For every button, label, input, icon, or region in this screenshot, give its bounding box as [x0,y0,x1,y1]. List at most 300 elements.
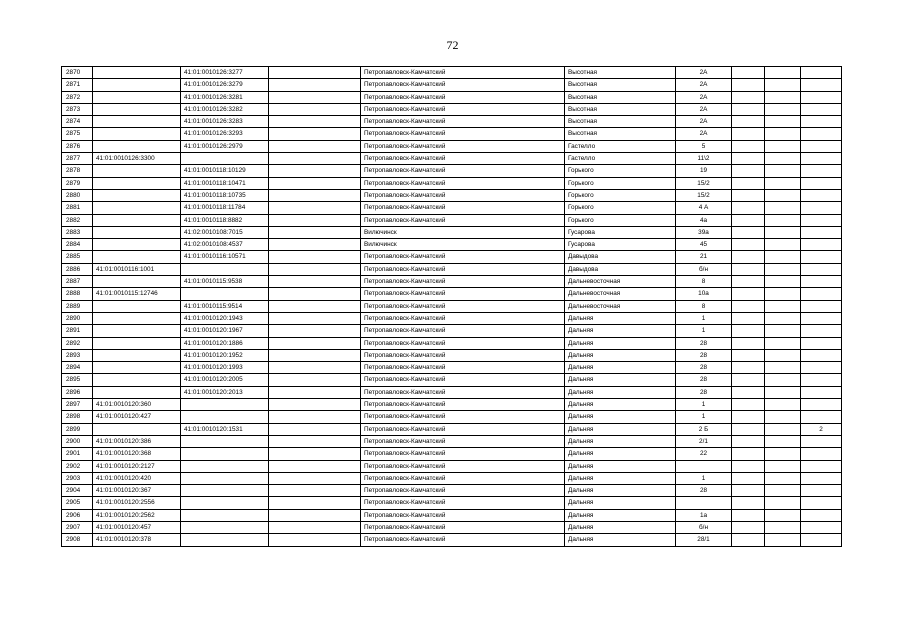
extra-cell-1 [732,276,765,288]
extra-cell-3 [801,399,842,411]
cadastral-number-2: 41:01:0010115:9538 [181,276,269,288]
extra-cell-3 [801,411,842,423]
extra-cell-2 [765,374,801,386]
extra-cell-2 [765,534,801,546]
extra-cell-3 [801,374,842,386]
empty-cell [269,485,361,497]
cadastral-number-2: 41:01:0010120:1967 [181,325,269,337]
empty-cell [269,153,361,165]
street-cell: Дальняя [565,460,676,472]
cadastral-number-1: 41:01:0010120:378 [93,534,181,546]
table-row [62,202,842,214]
empty-cell [269,435,361,447]
extra-cell-3 [801,521,842,533]
extra-cell-1 [732,448,765,460]
extra-cell-1 [732,435,765,447]
empty-cell [269,362,361,374]
settlement-cell: Петропавловск-Камчатский [361,435,565,447]
settlement-cell: Петропавловск-Камчатский [361,337,565,349]
house-number-cell: 22 [676,448,732,460]
extra-cell-1 [732,226,765,238]
settlement-cell: Петропавловск-Камчатский [361,67,565,79]
house-number-cell: 1 [676,312,732,324]
cadastral-number-2 [181,534,269,546]
empty-cell [269,140,361,152]
cadastral-number-2: 41:01:0010118:8882 [181,214,269,226]
extra-cell-3 [801,448,842,460]
row-number: 2900 [62,435,93,447]
house-number-cell: 39а [676,226,732,238]
table-row [62,251,842,263]
extra-cell-2 [765,276,801,288]
house-number-cell: 28 [676,485,732,497]
extra-cell-2 [765,521,801,533]
cadastral-number-1 [93,189,181,201]
cadastral-number-2: 41:01:0010126:2979 [181,140,269,152]
empty-cell [269,116,361,128]
settlement-cell: Петропавловск-Камчатский [361,386,565,398]
row-number: 2885 [62,251,93,263]
row-number: 2903 [62,472,93,484]
house-number-cell: 2А [676,128,732,140]
extra-cell-2 [765,448,801,460]
cadastral-number-2: 41:02:0010108:7015 [181,226,269,238]
street-cell: Дальняя [565,534,676,546]
table-row [62,399,842,411]
extra-cell-3 [801,214,842,226]
street-cell: Высотная [565,128,676,140]
table-row [62,435,842,447]
extra-cell-2 [765,165,801,177]
settlement-cell: Петропавловск-Камчатский [361,276,565,288]
table-row [62,116,842,128]
house-number-cell: 2 Б [676,423,732,435]
cadastral-number-2: 41:01:0010126:3283 [181,116,269,128]
cadastral-number-1: 41:01:0010120:368 [93,448,181,460]
empty-cell [269,103,361,115]
cadastral-number-2: 41:01:0010118:11784 [181,202,269,214]
row-number: 2876 [62,140,93,152]
extra-cell-3 [801,460,842,472]
cadastral-number-2 [181,153,269,165]
settlement-cell: Петропавловск-Камчатский [361,423,565,435]
extra-cell-3 [801,67,842,79]
table-row [62,337,842,349]
row-number: 2899 [62,423,93,435]
extra-cell-1 [732,411,765,423]
row-number: 2879 [62,177,93,189]
extra-cell-3 [801,116,842,128]
house-number-cell: 2А [676,79,732,91]
extra-cell-1 [732,521,765,533]
cadastral-number-2: 41:01:0010120:1886 [181,337,269,349]
extra-cell-1 [732,153,765,165]
row-number: 2882 [62,214,93,226]
house-number-cell: 8 [676,276,732,288]
house-number-cell [676,460,732,472]
cadastral-number-1 [93,140,181,152]
street-cell: Дальняя [565,411,676,423]
extra-cell-1 [732,497,765,509]
cadastral-number-2: 41:01:0010126:3279 [181,79,269,91]
extra-cell-2 [765,325,801,337]
empty-cell [269,128,361,140]
street-cell: Высотная [565,116,676,128]
settlement-cell: Петропавловск-Камчатский [361,460,565,472]
house-number-cell: 10а [676,288,732,300]
extra-cell-3 [801,79,842,91]
row-number: 2906 [62,509,93,521]
extra-cell-3 [801,509,842,521]
extra-cell-1 [732,165,765,177]
settlement-cell: Петропавловск-Камчатский [361,91,565,103]
address-table [61,66,842,547]
table-row [62,374,842,386]
cadastral-number-1 [93,276,181,288]
extra-cell-1 [732,202,765,214]
settlement-cell: Петропавловск-Камчатский [361,485,565,497]
row-number: 2884 [62,239,93,251]
extra-cell-1 [732,288,765,300]
cadastral-number-2 [181,497,269,509]
cadastral-number-1 [93,251,181,263]
extra-cell-1 [732,128,765,140]
empty-cell [269,276,361,288]
settlement-cell: Петропавловск-Камчатский [361,140,565,152]
street-cell: Дальневосточная [565,276,676,288]
extra-cell-2 [765,251,801,263]
street-cell: Гастелло [565,140,676,152]
street-cell: Дальняя [565,374,676,386]
table-row [62,177,842,189]
house-number-cell: 15/2 [676,189,732,201]
settlement-cell: Петропавловск-Камчатский [361,325,565,337]
extra-cell-2 [765,509,801,521]
empty-cell [269,509,361,521]
row-number: 2893 [62,349,93,361]
extra-cell-1 [732,116,765,128]
extra-cell-2 [765,435,801,447]
page-number: 72 [446,38,459,52]
extra-cell-2 [765,460,801,472]
house-number-cell: б/н [676,521,732,533]
row-number: 2896 [62,386,93,398]
table-row [62,472,842,484]
row-number: 2892 [62,337,93,349]
row-number: 2873 [62,103,93,115]
cadastral-number-2: 41:01:0010120:1952 [181,349,269,361]
cadastral-number-2: 41:01:0010118:10735 [181,189,269,201]
settlement-cell: Петропавловск-Камчатский [361,312,565,324]
street-cell: Дальняя [565,497,676,509]
cadastral-number-1 [93,423,181,435]
extra-cell-2 [765,153,801,165]
row-number: 2870 [62,67,93,79]
street-cell: Дальняя [565,349,676,361]
empty-cell [269,214,361,226]
empty-cell [269,521,361,533]
extra-cell-3 [801,239,842,251]
cadastral-number-1 [93,386,181,398]
empty-cell [269,263,361,275]
house-number-cell [676,497,732,509]
empty-cell [269,300,361,312]
cadastral-number-1 [93,374,181,386]
extra-cell-1 [732,214,765,226]
settlement-cell: Вилючинск [361,226,565,238]
row-number: 2891 [62,325,93,337]
settlement-cell: Петропавловск-Камчатский [361,116,565,128]
extra-cell-3 [801,189,842,201]
table-row [62,276,842,288]
extra-cell-3 [801,472,842,484]
extra-cell-2 [765,67,801,79]
extra-cell-1 [732,485,765,497]
street-cell: Гастелло [565,153,676,165]
cadastral-number-2: 41:01:0010120:1531 [181,423,269,435]
cadastral-number-2 [181,509,269,521]
table-row [62,153,842,165]
settlement-cell: Петропавловск-Камчатский [361,448,565,460]
cadastral-number-1 [93,226,181,238]
cadastral-number-2: 41:01:0010126:3293 [181,128,269,140]
settlement-cell: Петропавловск-Камчатский [361,300,565,312]
settlement-cell: Петропавловск-Камчатский [361,251,565,263]
extra-cell-3 [801,202,842,214]
cadastral-number-1 [93,128,181,140]
empty-cell [269,67,361,79]
cadastral-number-2: 41:01:0010120:1943 [181,312,269,324]
cadastral-number-1 [93,325,181,337]
cadastral-number-1: 41:01:0010120:386 [93,435,181,447]
cadastral-number-2 [181,521,269,533]
settlement-cell: Петропавловск-Камчатский [361,399,565,411]
extra-cell-1 [732,325,765,337]
table-row [62,103,842,115]
row-number: 2881 [62,202,93,214]
row-number: 2902 [62,460,93,472]
cadastral-number-1 [93,103,181,115]
empty-cell [269,79,361,91]
street-cell: Дальняя [565,399,676,411]
house-number-cell: 21 [676,251,732,263]
extra-cell-1 [732,423,765,435]
empty-cell [269,288,361,300]
table-row [62,460,842,472]
street-cell: Дальняя [565,362,676,374]
extra-cell-1 [732,263,765,275]
settlement-cell: Петропавловск-Камчатский [361,153,565,165]
empty-cell [269,411,361,423]
extra-cell-2 [765,79,801,91]
cadastral-number-2 [181,435,269,447]
empty-cell [269,312,361,324]
row-number: 2898 [62,411,93,423]
extra-cell-2 [765,386,801,398]
house-number-cell: 2А [676,91,732,103]
cadastral-number-2: 41:01:0010126:3282 [181,103,269,115]
house-number-cell: 2А [676,103,732,115]
extra-cell-1 [732,79,765,91]
extra-cell-3 [801,349,842,361]
extra-cell-2 [765,128,801,140]
extra-cell-3 [801,177,842,189]
empty-cell [269,337,361,349]
cadastral-number-2 [181,399,269,411]
row-number: 2895 [62,374,93,386]
house-number-cell: 1 [676,411,732,423]
street-cell: Давыдова [565,251,676,263]
empty-cell [269,165,361,177]
extra-cell-2 [765,91,801,103]
house-number-cell: 5 [676,140,732,152]
extra-cell-3 [801,325,842,337]
extra-cell-1 [732,362,765,374]
settlement-cell: Петропавловск-Камчатский [361,214,565,226]
extra-cell-2 [765,411,801,423]
street-cell: Горького [565,189,676,201]
house-number-cell: 1 [676,472,732,484]
settlement-cell: Петропавловск-Камчатский [361,472,565,484]
street-cell: Гусарова [565,239,676,251]
extra-cell-1 [732,300,765,312]
settlement-cell: Петропавловск-Камчатский [361,362,565,374]
table-row [62,411,842,423]
table-row [62,288,842,300]
extra-cell-3 [801,251,842,263]
row-number: 2874 [62,116,93,128]
cadastral-number-2 [181,263,269,275]
table-row [62,140,842,152]
street-cell: Дальняя [565,337,676,349]
empty-cell [269,448,361,460]
extra-cell-1 [732,337,765,349]
settlement-cell: Петропавловск-Камчатский [361,177,565,189]
table-row [62,325,842,337]
house-number-cell: 2А [676,67,732,79]
cadastral-number-2: 41:01:0010118:10129 [181,165,269,177]
empty-cell [269,374,361,386]
house-number-cell: 11\2 [676,153,732,165]
extra-cell-2 [765,312,801,324]
cadastral-number-2: 41:02:0010108:4537 [181,239,269,251]
extra-cell-3 [801,300,842,312]
street-cell: Дальняя [565,521,676,533]
extra-cell-3 [801,435,842,447]
cadastral-number-1: 41:01:0010120:427 [93,411,181,423]
street-cell: Высотная [565,79,676,91]
cadastral-number-1 [93,116,181,128]
house-number-cell: 2А [676,116,732,128]
table-row [62,91,842,103]
street-cell: Дальняя [565,312,676,324]
house-number-cell: 19 [676,165,732,177]
settlement-cell: Петропавловск-Камчатский [361,497,565,509]
cadastral-number-1: 41:01:0010116:1001 [93,263,181,275]
house-number-cell: 15/2 [676,177,732,189]
settlement-cell: Петропавловск-Камчатский [361,411,565,423]
row-number: 2894 [62,362,93,374]
street-cell: Высотная [565,67,676,79]
extra-cell-3 [801,226,842,238]
extra-cell-3 [801,91,842,103]
house-number-cell: 4а [676,214,732,226]
empty-cell [269,472,361,484]
row-number: 2887 [62,276,93,288]
cadastral-number-1: 41:01:0010120:2562 [93,509,181,521]
cadastral-number-1 [93,239,181,251]
street-cell: Дальняя [565,386,676,398]
row-number: 2908 [62,534,93,546]
extra-cell-2 [765,239,801,251]
street-cell: Гусарова [565,226,676,238]
cadastral-number-2 [181,411,269,423]
house-number-cell: 45 [676,239,732,251]
street-cell: Высотная [565,103,676,115]
row-number: 2875 [62,128,93,140]
extra-cell-2 [765,202,801,214]
extra-cell-3 [801,128,842,140]
extra-cell-2 [765,288,801,300]
table-row [62,509,842,521]
extra-cell-1 [732,509,765,521]
street-cell: Дальняя [565,325,676,337]
row-number: 2890 [62,312,93,324]
house-number-cell: б/н [676,263,732,275]
table-row [62,521,842,533]
street-cell: Дальняя [565,472,676,484]
empty-cell [269,189,361,201]
extra-cell-2 [765,485,801,497]
street-cell: Дальневосточная [565,288,676,300]
settlement-cell: Петропавловск-Камчатский [361,165,565,177]
extra-cell-2 [765,399,801,411]
empty-cell [269,497,361,509]
street-cell: Горького [565,214,676,226]
cadastral-number-2 [181,288,269,300]
extra-cell-3 [801,534,842,546]
extra-cell-1 [732,460,765,472]
table-row [62,226,842,238]
street-cell: Дальняя [565,509,676,521]
settlement-cell: Петропавловск-Камчатский [361,189,565,201]
cadastral-number-1: 41:01:0010120:2556 [93,497,181,509]
row-number: 2878 [62,165,93,177]
extra-cell-3 [801,362,842,374]
table-row [62,386,842,398]
house-number-cell: 28 [676,362,732,374]
cadastral-number-1 [93,165,181,177]
row-number: 2907 [62,521,93,533]
cadastral-number-1 [93,300,181,312]
cadastral-number-1 [93,337,181,349]
extra-cell-3 [801,337,842,349]
extra-cell-1 [732,386,765,398]
row-number: 2897 [62,399,93,411]
extra-cell-1 [732,399,765,411]
cadastral-number-2: 41:01:0010120:1993 [181,362,269,374]
extra-cell-2 [765,103,801,115]
empty-cell [269,239,361,251]
extra-cell-2 [765,177,801,189]
extra-cell-2 [765,349,801,361]
cadastral-number-1 [93,79,181,91]
cadastral-number-2: 41:01:0010126:3277 [181,67,269,79]
empty-cell [269,349,361,361]
extra-cell-1 [732,251,765,263]
cadastral-number-1 [93,177,181,189]
cadastral-number-1: 41:01:0010120:420 [93,472,181,484]
